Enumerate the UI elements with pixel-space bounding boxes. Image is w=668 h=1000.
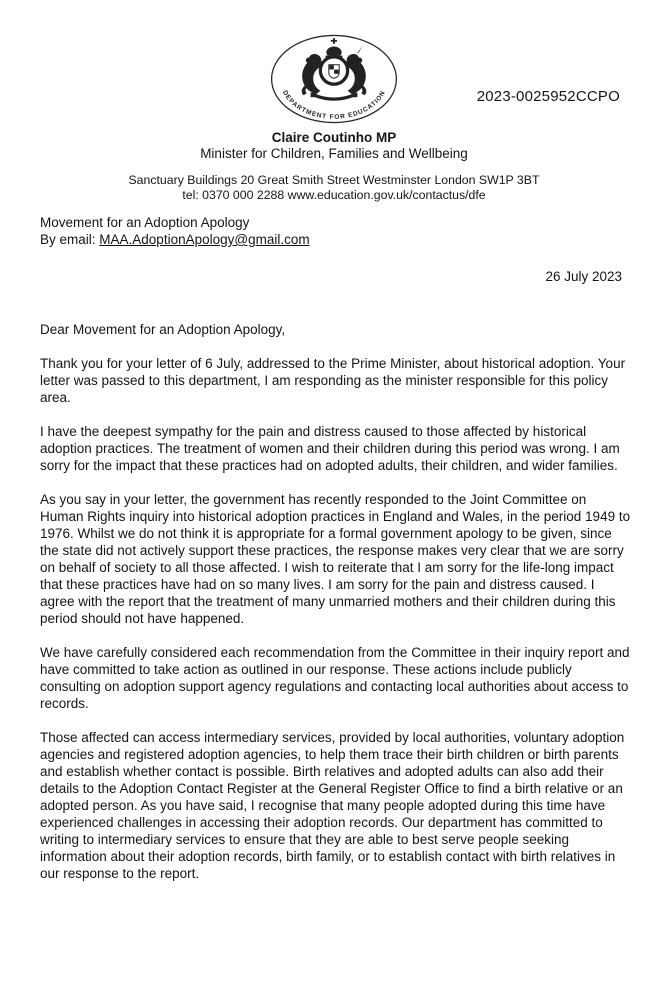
letterhead-address: Sanctuary Buildings 20 Great Smith Street Westminster London SW1P 3BT — [128, 173, 540, 187]
letter-paragraph: Those affected can access intermediary services, provided by local authorities, voluntary adoption agencies and registered adoption agencies, to help them trace their birth children or birth parents and establish whether contact is possible. Birth relatives and adopted adults can also add their details to the Adoption Contact Register at the General Register Office to find a birth relative or an adopted person. As you have said, I recognise that many people adopted during this time have experienced challenges in accessing their adoption records. Our department has committed to writing to intermediary services to ensure that they are able to best serve people seeking information about their adoption records, birth family, or to establish contact with birth relatives in our response to the report. — [40, 730, 625, 881]
crest-label: DEPARTMENT FOR EDUCATION — [280, 89, 388, 121]
letter-paragraph: I have the deepest sympathy for the pain and distress caused to those affected by historical adoption practices. The treatment of women and their children during this period was wrong. I am sorry for the impact that these practices had on adopted adults, their children, and wider families. — [40, 424, 620, 473]
email-label: By email: — [40, 232, 100, 247]
minister-title: Minister for Children, Families and Wellbeing — [200, 146, 468, 161]
minister-name: Claire Coutinho MP — [271, 130, 397, 145]
department-for-education-crest-icon — [269, 33, 399, 125]
recipient-email-line — [40, 231, 632, 248]
letter-paragraph: Thank you for your letter of 6 July, addressed to the Prime Minister, about historical adoption. Your letter was passed to this department, I am responding as the minister responsible for this policy area. — [40, 356, 626, 405]
letterhead-contact-block — [0, 173, 668, 203]
letter-paragraph: We have carefully considered each recommendation from the Committee in their inquiry report and have committed to take action as outlined in our response. These actions include publicly consulting on adoption support agency regulations and contacting local authorities about access to records. — [40, 645, 630, 711]
recipient-name: Movement for an Adoption Apology — [40, 215, 250, 230]
letter-paragraph: As you say in your letter, the government has recently responded to the Joint Committee on Human Rights inquiry into historical adoption practices in England and Wales, in the period 1949 to 1976. Whilst we do not think it is appropriate for a formal government apology to be given, since the state did not actively support these practices, the response makes very clear that we are sorry on behalf of society to all those affected. I wish to reiterate that I am sorry for the life-long impact that these practices have had on so many lives. I am sorry for the pain and distress caused. I agree with the report that the treatment of many unmarried mothers and their children during this period should not have happened. — [40, 492, 631, 626]
reference-number: 2023-0025952CCPO — [476, 88, 620, 105]
letterhead-phone-web: tel: 0370 000 2288 www.education.gov.uk/contactus/dfe — [182, 188, 486, 202]
salutation: Dear Movement for an Adoption Apology, — [40, 322, 286, 337]
letter-date: 26 July 2023 — [545, 269, 622, 284]
recipient-email-link[interactable]: MAA.AdoptionApology@gmail.com — [99, 232, 310, 247]
recipient-block — [40, 214, 632, 248]
